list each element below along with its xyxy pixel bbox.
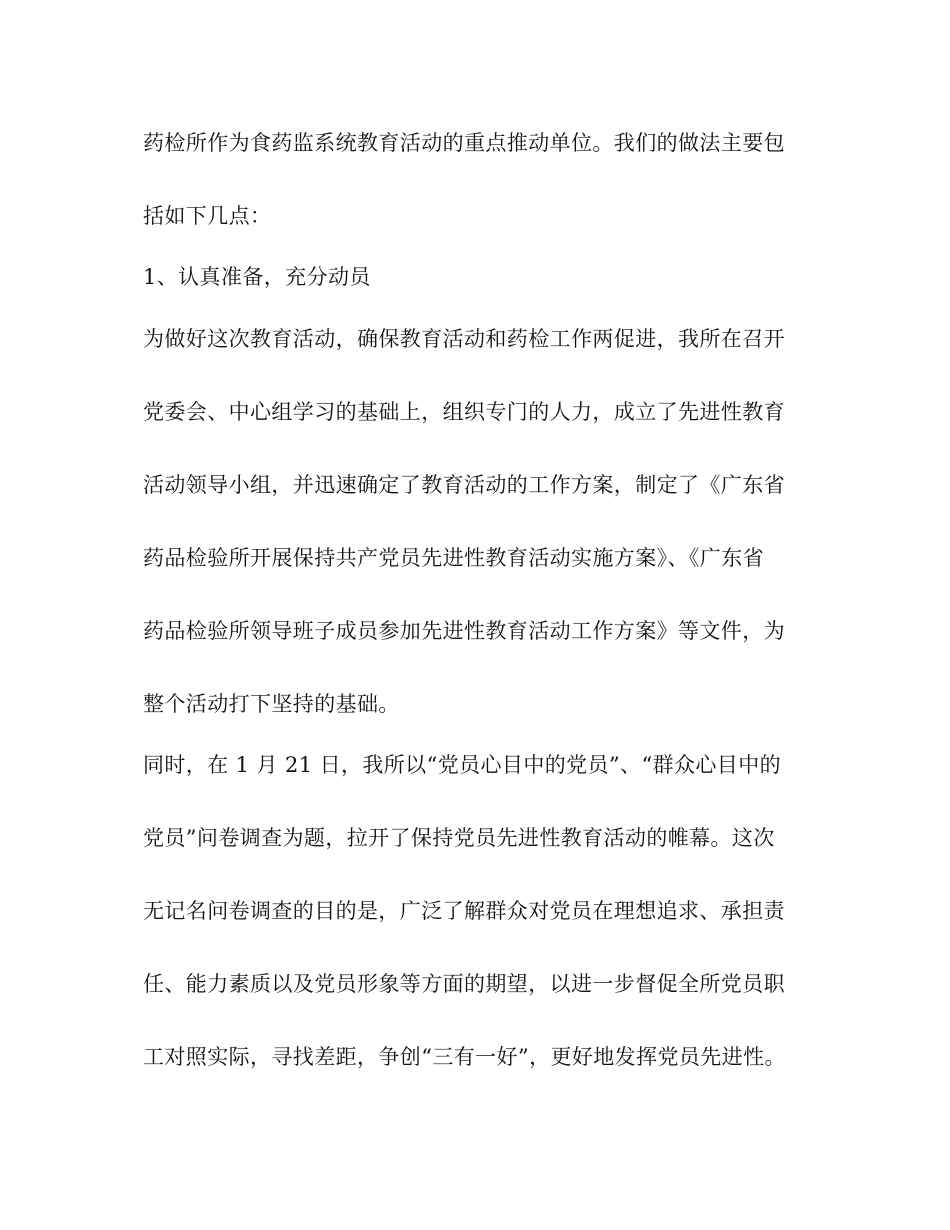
text-line: 党委会、中心组学习的基础上，组织专门的人力，成立了先进性教育	[143, 400, 785, 424]
text-line: 药品检验所领导班子成员参加先进性教育活动工作方案》等文件，为	[143, 619, 785, 643]
text-line: 同时，在 1 月 21 日，我所以“党员心目中的党员”、“群众心目中的	[143, 753, 781, 777]
text-line: 括如下几点：	[143, 204, 272, 228]
text-line: 任、能力素质以及党员形象等方面的期望，以进一步督促全所党员职	[143, 972, 785, 996]
text-line: 为做好这次教育活动，确保教育活动和药检工作两促进，我所在召开	[143, 327, 785, 351]
text-line: 活动领导小组，并迅速确定了教育活动的工作方案，制定了《广东省	[143, 473, 785, 497]
text-line: 药检所作为食药监系统教育活动的重点推动单位。我们的做法主要包	[143, 131, 785, 155]
text-line: 工对照实际，寻找差距，争创“三有一好”，更好地发挥党员先进性。	[143, 1045, 786, 1069]
section-heading: 1、认真准备，充分动员	[143, 265, 371, 289]
text-line: 整个活动打下坚持的基础。	[143, 692, 400, 716]
text-line: 党员”问卷调查为题，拉开了保持党员先进性教育活动的帷幕。这次	[143, 826, 775, 850]
text-line: 无记名问卷调查的目的是，广泛了解群众对党员在理想追求、承担责	[143, 899, 785, 923]
text-line: 药品检验所开展保持共产党员先进性教育活动实施方案》、《广东省	[143, 546, 764, 570]
